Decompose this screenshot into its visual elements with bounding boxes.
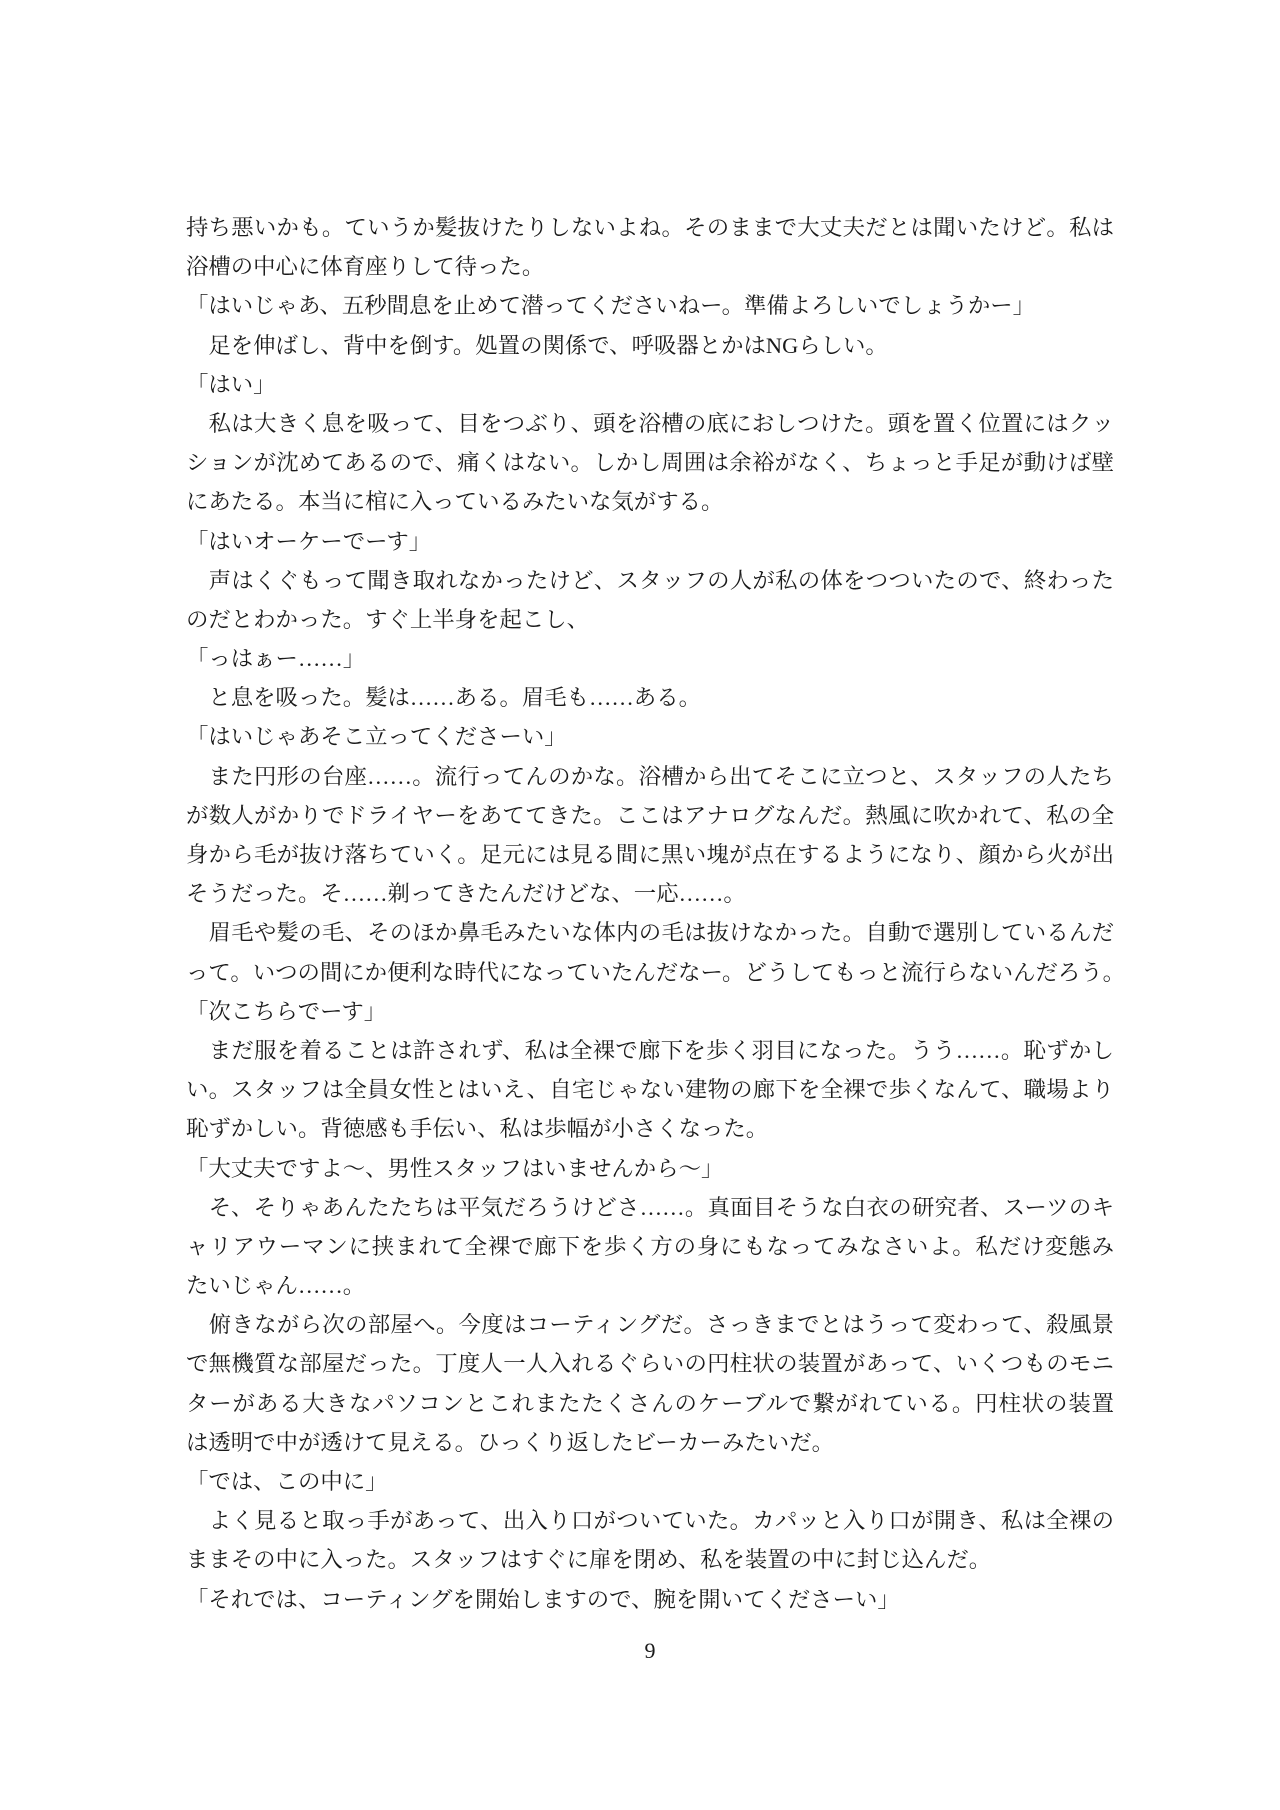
page-number: 9 xyxy=(644,1638,656,1663)
text-line: が数人がかりでドライヤーをあててきた。ここはアナログなんだ。熱風に吹かれて、私の全 xyxy=(186,802,1114,828)
text-line: また円形の台座……。流行ってんのかな。浴槽から出てそこに立つと、スタッフの人たち xyxy=(186,763,1114,789)
text-line: ままその中に入った。スタッフはすぐに扉を閉め、私を装置の中に封じ込んだ。 xyxy=(186,1547,992,1573)
text-line: 俯きながら次の部屋へ。今度はコーティングだ。さっきまでとはうって変わって、殺風景 xyxy=(186,1312,1114,1338)
text-line: と息を吸った。髪は……ある。眉毛も……ある。 xyxy=(186,685,701,711)
text-line: 眉毛や髪の毛、そのほか鼻毛みたいな体内の毛は抜けなかった。自動で選別しているんだ xyxy=(186,920,1114,946)
dialogue-line: 「それでは、コーティングを開始しますので、腕を開いてくださーい」 xyxy=(186,1586,900,1612)
dialogue-line: 「はいじゃあ、五秒間息を止めて潜ってくださいねー。準備よろしいでしょうかー」 xyxy=(186,293,1036,319)
text-line: で無機質な部屋だった。丁度人一人入れるぐらいの円柱状の装置があって、いくつものモニ xyxy=(186,1351,1114,1377)
text-line: よく見ると取っ手があって、出入り口がついていた。カパッと入り口が開き、私は全裸の xyxy=(186,1508,1114,1534)
text-line: 身から毛が抜け落ちていく。足元には見る間に黒い塊が点在するようになり、顔から火が出 xyxy=(186,842,1114,867)
text-line: 声はくぐもって聞き取れなかったけど、スタッフの人が私の体をつついたので、終わった xyxy=(186,567,1114,593)
text-line: たいじゃん……。 xyxy=(186,1273,366,1299)
dialogue-line: 「では、この中に」 xyxy=(186,1469,388,1494)
text-line: まだ服を着ることは許されず、私は全裸で廊下を歩く羽目になった。うう……。恥ずかし xyxy=(186,1037,1114,1063)
text-line: は透明で中が透けて見える。ひっくり返したビーカーみたいだ。 xyxy=(186,1429,834,1455)
text-line: そうだった。そ……剃ってきたんだけどな、一応……。 xyxy=(186,881,746,907)
dialogue-line: 「はい」 xyxy=(186,371,276,397)
text-line: 足を伸ばし、背中を倒す。処置の関係で、呼吸器とかはNGらしい。 xyxy=(186,332,888,358)
dialogue-line: 「はいじゃあそこ立ってくださーい」 xyxy=(186,724,567,750)
text-line: ャリアウーマンに挟まれて全裸で廊下を歩く方の身にもなってみなさいよ。私だけ変態み xyxy=(186,1233,1114,1259)
text-line: 私は大きく息を吸って、目をつぶり、頭を浴槽の底におしつけた。頭を置く位置にはクッ xyxy=(186,410,1114,436)
text-line: 恥ずかしい。背徳感も手伝い、私は歩幅が小さくなった。 xyxy=(186,1116,769,1142)
dialogue-line: 「はいオーケーでーす」 xyxy=(186,528,432,554)
text-line: 持ち悪いかも。ていうか髪抜けたりしないよね。そのままで大丈夫だとは聞いたけど。私は xyxy=(186,215,1114,240)
dialogue-line: 「大丈夫ですよ～、男性スタッフはいませんから～」 xyxy=(186,1155,724,1181)
text-line: ションが沈めてあるので、痛くはない。しかし周囲は余裕がなく、ちょっと手足が動けば壁 xyxy=(186,450,1114,476)
dialogue-line: 「次こちらでーす」 xyxy=(186,998,387,1024)
dialogue-line: 「っはぁー……」 xyxy=(186,646,366,672)
text-line: そ、そりゃあんたたちは平気だろうけどさ……。真面目そうな白衣の研究者、スーツのキ xyxy=(186,1194,1114,1220)
text-line: って。いつの間にか便利な時代になっていたんだなー。どうしてもっと流行らないんだろう。 xyxy=(186,959,1126,985)
text-line: のだとわかった。すぐ上半身を起こし、 xyxy=(186,606,590,632)
text-line: 浴槽の中心に体育座りして待った。 xyxy=(186,254,545,280)
text-line: にあたる。本当に棺に入っているみたいな気がする。 xyxy=(186,489,724,515)
body-text xyxy=(186,208,1126,1619)
text-line: ターがある大きなパソコンとこれまたたくさんのケーブルで繋がれている。円柱状の装置 xyxy=(186,1390,1114,1416)
text-line: い。スタッフは全員女性とはいえ、自宅じゃない建物の廊下を全裸で歩くなんて、職場より xyxy=(186,1077,1114,1103)
